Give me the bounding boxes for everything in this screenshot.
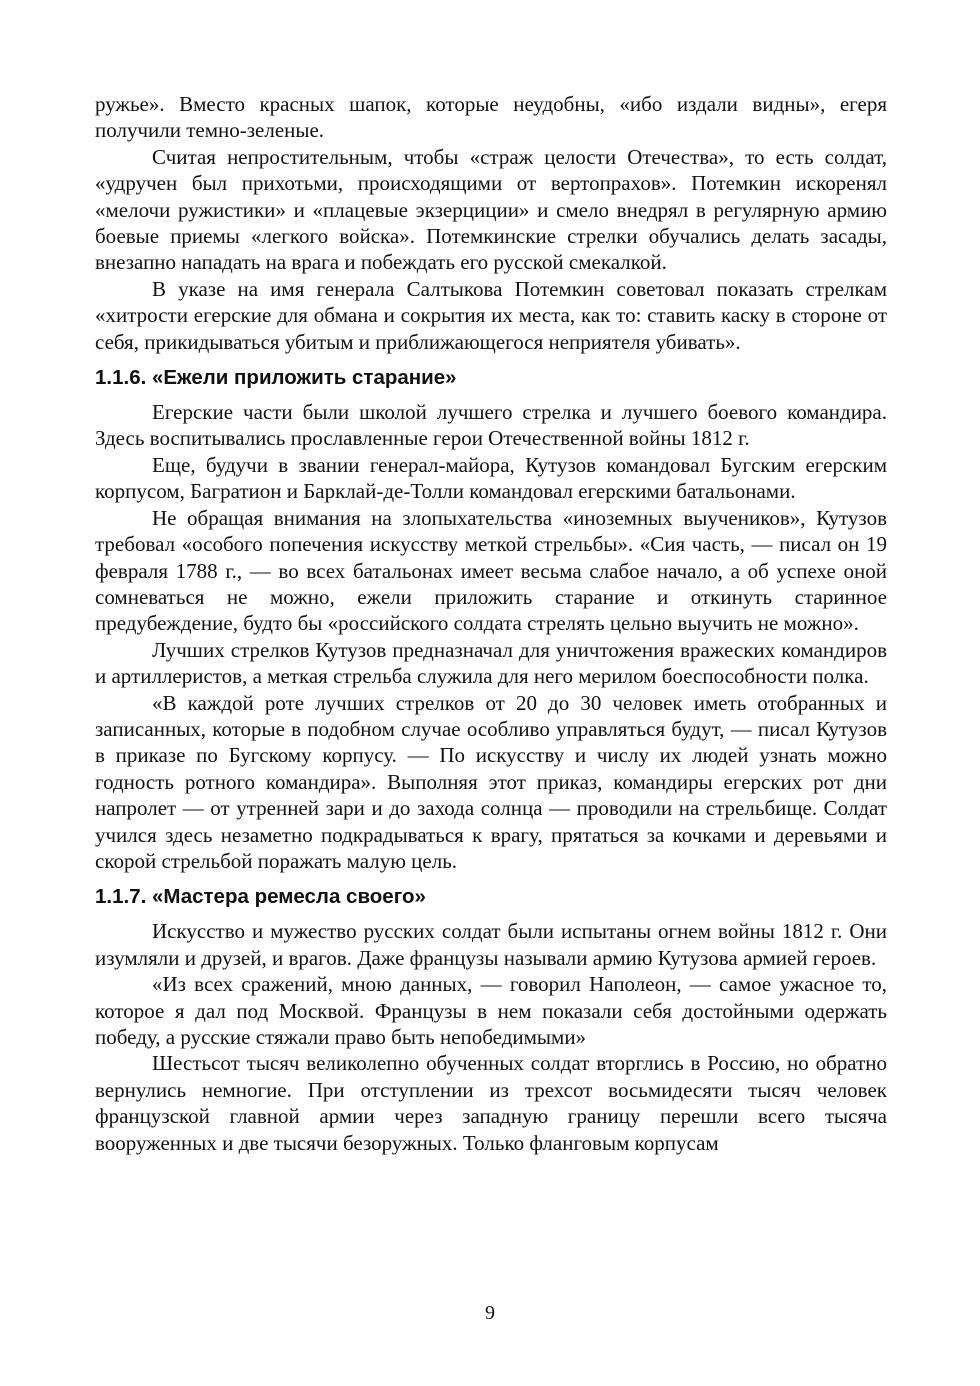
section-heading-1-1-7: 1.1.7. «Мастера ремесла своего» <box>95 885 426 909</box>
paragraph: «Из всех сражений, мною данных, — говорил Наполеон, — самое ужасное то, которое я дал под Москвой. Французы в нем показали себя достойными одержать победу, а русские стяжали право быть непобедимыми» <box>95 972 887 1049</box>
paragraph: Считая непростительным, чтобы «страж целости Отечества», то есть солдат, «удручен был прихотьми, происходящими от вертопрахов». Потемкин искоренял «мелочи ружистики» и «плацевые экзерциции» и смело внедрял в регулярную армию боевые приемы «легкого войска». Потемкинские стрелки обучались делать засады, внезапно нападать на врага и побеждать его русской смекалкой. <box>95 144 887 275</box>
paragraph: ружье». Вместо красных шапок, которые неудобны, «ибо издали видны», егеря получили темно-зеленые. <box>95 92 887 143</box>
paragraph: В указе на имя генерала Салтыкова Потемкин советовал показать стрелкам «хитрости егерские для обмана и сокрытия их места, как то: ставить каску в стороне от себя, прикидываться убитым и приближающегося неприятеля убивать». <box>95 276 887 354</box>
paragraph: Еще, будучи в звании генерал-майора, Кутузов командовал Бугским егерским корпусом, Багратион и Барклай-де-Толли командовал егерскими батальонами. <box>95 452 887 504</box>
page-body <box>95 91 887 1156</box>
paragraph: Егерские части были школой лучшего стрелка и лучшего боевого командира. Здесь воспитывались прославленные герои Отечественной войны 1812 г. <box>95 400 887 451</box>
paragraph: Искусство и мужество русских солдат были испытаны огнем войны 1812 г. Они изумляли и друзей, и врагов. Даже французы называли армию Кутузова армией героев. <box>95 919 887 970</box>
paragraph: Лучших стрелков Кутузов предназначал для уничтожения вражеских командиров и артиллеристов, а меткая стрельба служила для него мерилом боеспособности полка. <box>95 637 887 689</box>
paragraph: Шестьсот тысяч великолепно обученных солдат вторглись в Россию, но обратно вернулись немногие. При отступлении из трехсот восьмидесяти тысяч человек французской главной армии через западную границу перешли всего тысяча вооруженных и две тысячи безоружных. Только фланговым корпусам <box>95 1051 887 1155</box>
paragraph: Не обращая внимания на злопыхательства «иноземных выучеников», Кутузов требовал «особого попечения искусству меткой стрельбы». «Сия часть, — писал он 19 февраля 1788 г., — во всех батальонах имеет весьма слабое начало, а об успехе оной сомневаться не можно, ежели приложить старание и откинуть старинное предубеждение, будто бы «российского солдата стрелять цельно выучить не можно». <box>95 505 887 636</box>
section-heading-1-1-6: 1.1.6. «Ежели приложить старание» <box>95 366 457 390</box>
paragraph: «В каждой роте лучших стрелков от 20 до 30 человек иметь отобранных и записанных, которые в подобном случае особливо управляться будут, — писал Кутузов в приказе по Бугскому корпусу. — По искусству и числу их людей узнать можно годность ротного командира». Выполняя этот приказ, командиры егерских рот дни напролет — от утренней зари и до захода солнца — проводили на стрельбище. Солдат учился здесь незаметно подкрадываться к врагу, прятаться за кочками и деревьями и скорой стрельбой поражать малую цель. <box>95 690 887 873</box>
page-number: 9 <box>485 1302 495 1324</box>
